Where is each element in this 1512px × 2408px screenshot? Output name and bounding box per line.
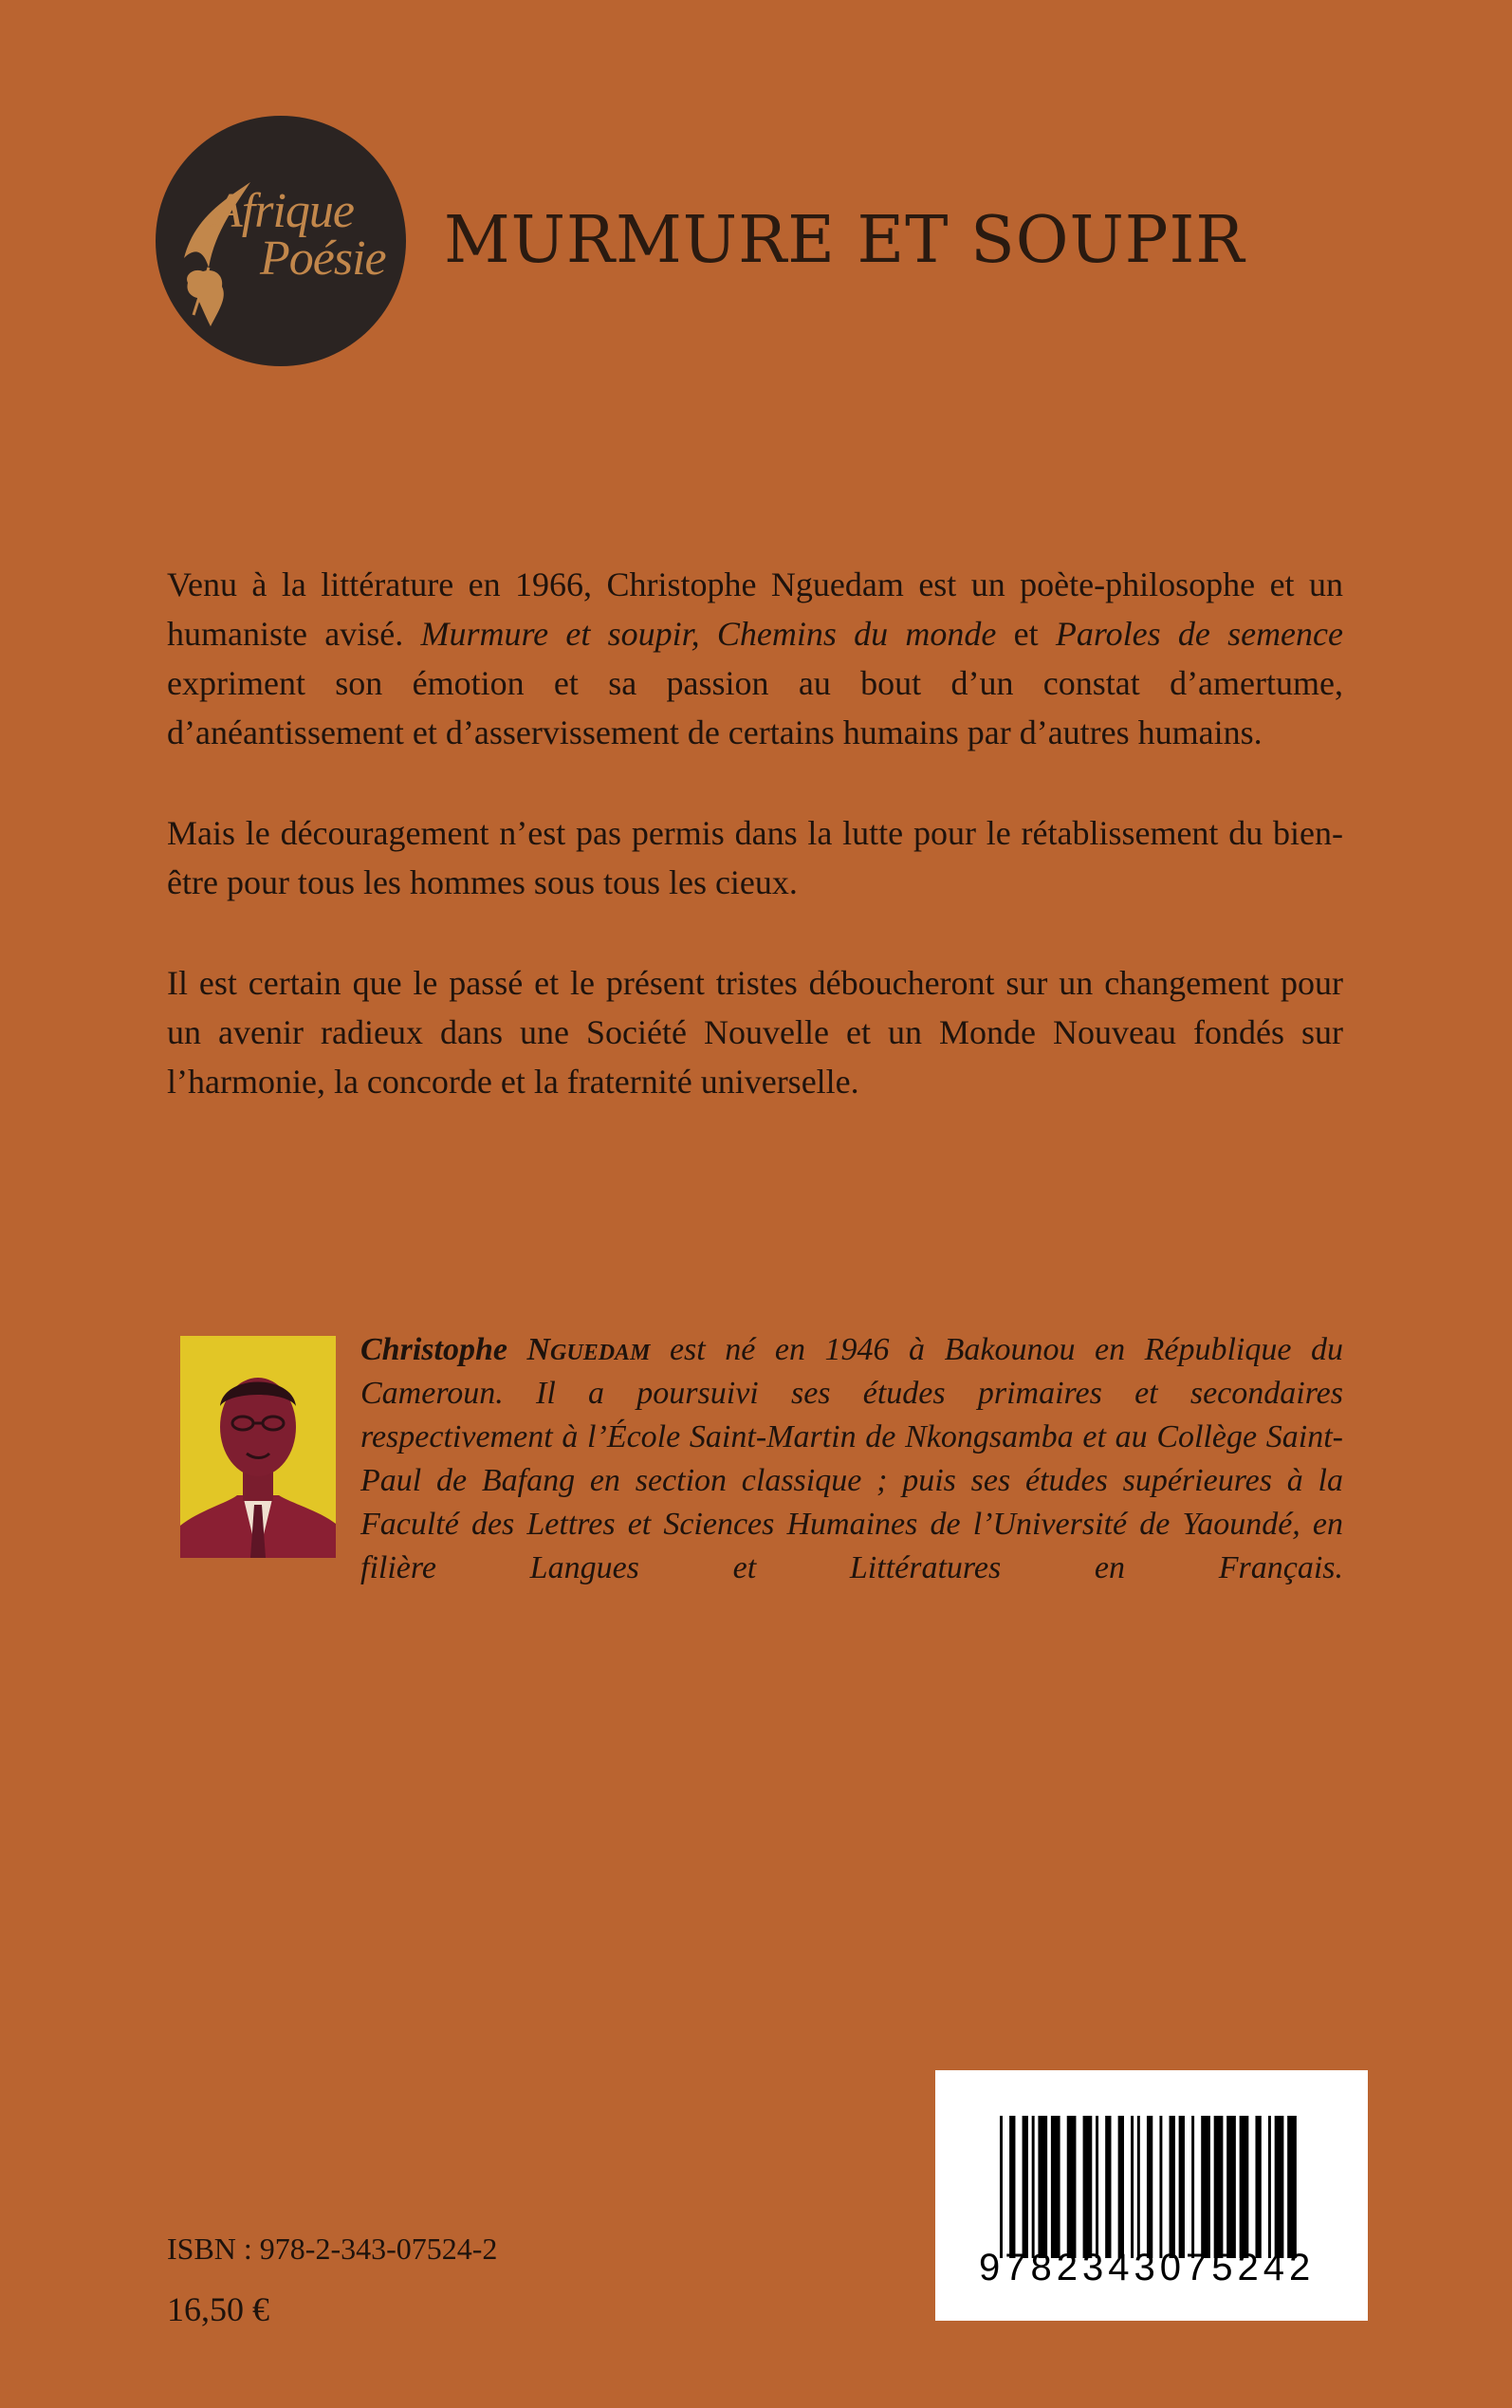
blurb-paragraph-3: Il est certain que le passé et le présent tristes déboucheront sur un changement pour un avenir radieux dans une Société Nouvelle et un Monde Nouveau fondés sur l’harmonie, la concorde et la fraternité universelle.: [167, 964, 1343, 1101]
barcode-bars: [990, 2116, 1313, 2258]
author-name: [360, 1332, 650, 1367]
barcode-bar-11: [1131, 2116, 1134, 2258]
book-title: MURMURE ET SOUPIR: [444, 203, 1245, 278]
publisher-logo: [156, 116, 406, 366]
author-last-name: Nguedam: [526, 1332, 651, 1367]
barcode-number: 9782343075242: [979, 2247, 1316, 2288]
barcode-bar-21: [1240, 2116, 1249, 2258]
isbn: ISBN : 978-2-343-07524-2: [167, 2232, 498, 2266]
barcode-bar-25: [1287, 2116, 1297, 2258]
back-cover-blurb: [167, 560, 1343, 1158]
blurb-p1-c: expriment son émotion et sa passion au bout d’un constat d’amertume, d’anéantissement et d’asservissement de certains humains par d’autres humains.: [167, 664, 1343, 751]
author-first-name: Christophe: [360, 1332, 507, 1367]
barcode-bar-7: [1083, 2116, 1093, 2258]
barcode-bar-2: [1023, 2116, 1028, 2258]
barcode-bar-3: [1032, 2116, 1035, 2258]
barcode-bar-17: [1191, 2116, 1194, 2258]
barcode-bar-16: [1179, 2116, 1185, 2258]
barcode-bar-10: [1118, 2116, 1124, 2258]
barcode-bar-13: [1147, 2116, 1152, 2258]
barcode-bar-15: [1170, 2116, 1175, 2258]
barcode-bar-24: [1275, 2116, 1284, 2258]
price: 16,50 €: [167, 2290, 269, 2328]
barcode-bar-18: [1201, 2116, 1210, 2258]
photo-text-wrap: [167, 1328, 360, 1565]
barcode-bar-23: [1268, 2116, 1271, 2258]
barcode-bar-6: [1067, 2116, 1077, 2258]
blurb-p1-title-1: Murmure et soupir, Chemins du monde: [420, 615, 997, 653]
logo-line-2: Poésie: [260, 232, 386, 286]
logo-line-1: Afrique: [212, 184, 354, 238]
barcode-bar-20: [1226, 2116, 1236, 2258]
barcode-bar-1: [1009, 2116, 1015, 2258]
blurb-paragraph-2: Mais le découragement n’est pas permis dans la lutte pour le rétablissement du bien-être pour tous les hommes sous tous les cieux.: [167, 814, 1343, 901]
barcode-bar-8: [1096, 2116, 1098, 2258]
author-bio-text: est né en 1946 à Bakounou en République du Cameroun. Il a poursuivi ses études primaires et secondaires respectivement à l’École Saint-Martin de Nkongsamba et au Collège Saint-Paul de Bafang en section classique ; puis ses études supérieures à la Faculté des Lettres et Sciences Humaines de l’Université de Yaoundé, en filière Langues et Littératures en Français.: [360, 1332, 1344, 1585]
blurb-paragraph-1: [167, 560, 1343, 757]
barcode-bar-14: [1159, 2116, 1162, 2258]
author-bio: [167, 1328, 1343, 1590]
barcode: [935, 2070, 1368, 2321]
barcode-bar-9: [1105, 2116, 1111, 2258]
barcode-bar-12: [1137, 2116, 1140, 2258]
blurb-p1-b: et: [996, 615, 1056, 653]
barcode-bar-0: [1000, 2116, 1003, 2258]
barcode-bar-4: [1038, 2116, 1047, 2258]
blurb-p1-a: Venu à la littérature en 1966, Christophe Nguedam est un poète-philosophe et un humaniste avisé.: [167, 565, 1343, 653]
barcode-bar-22: [1255, 2116, 1261, 2258]
barcode-bar-19: [1214, 2116, 1224, 2258]
barcode-bar-5: [1051, 2116, 1060, 2258]
blurb-p1-title-2: Paroles de semence: [1055, 615, 1343, 653]
